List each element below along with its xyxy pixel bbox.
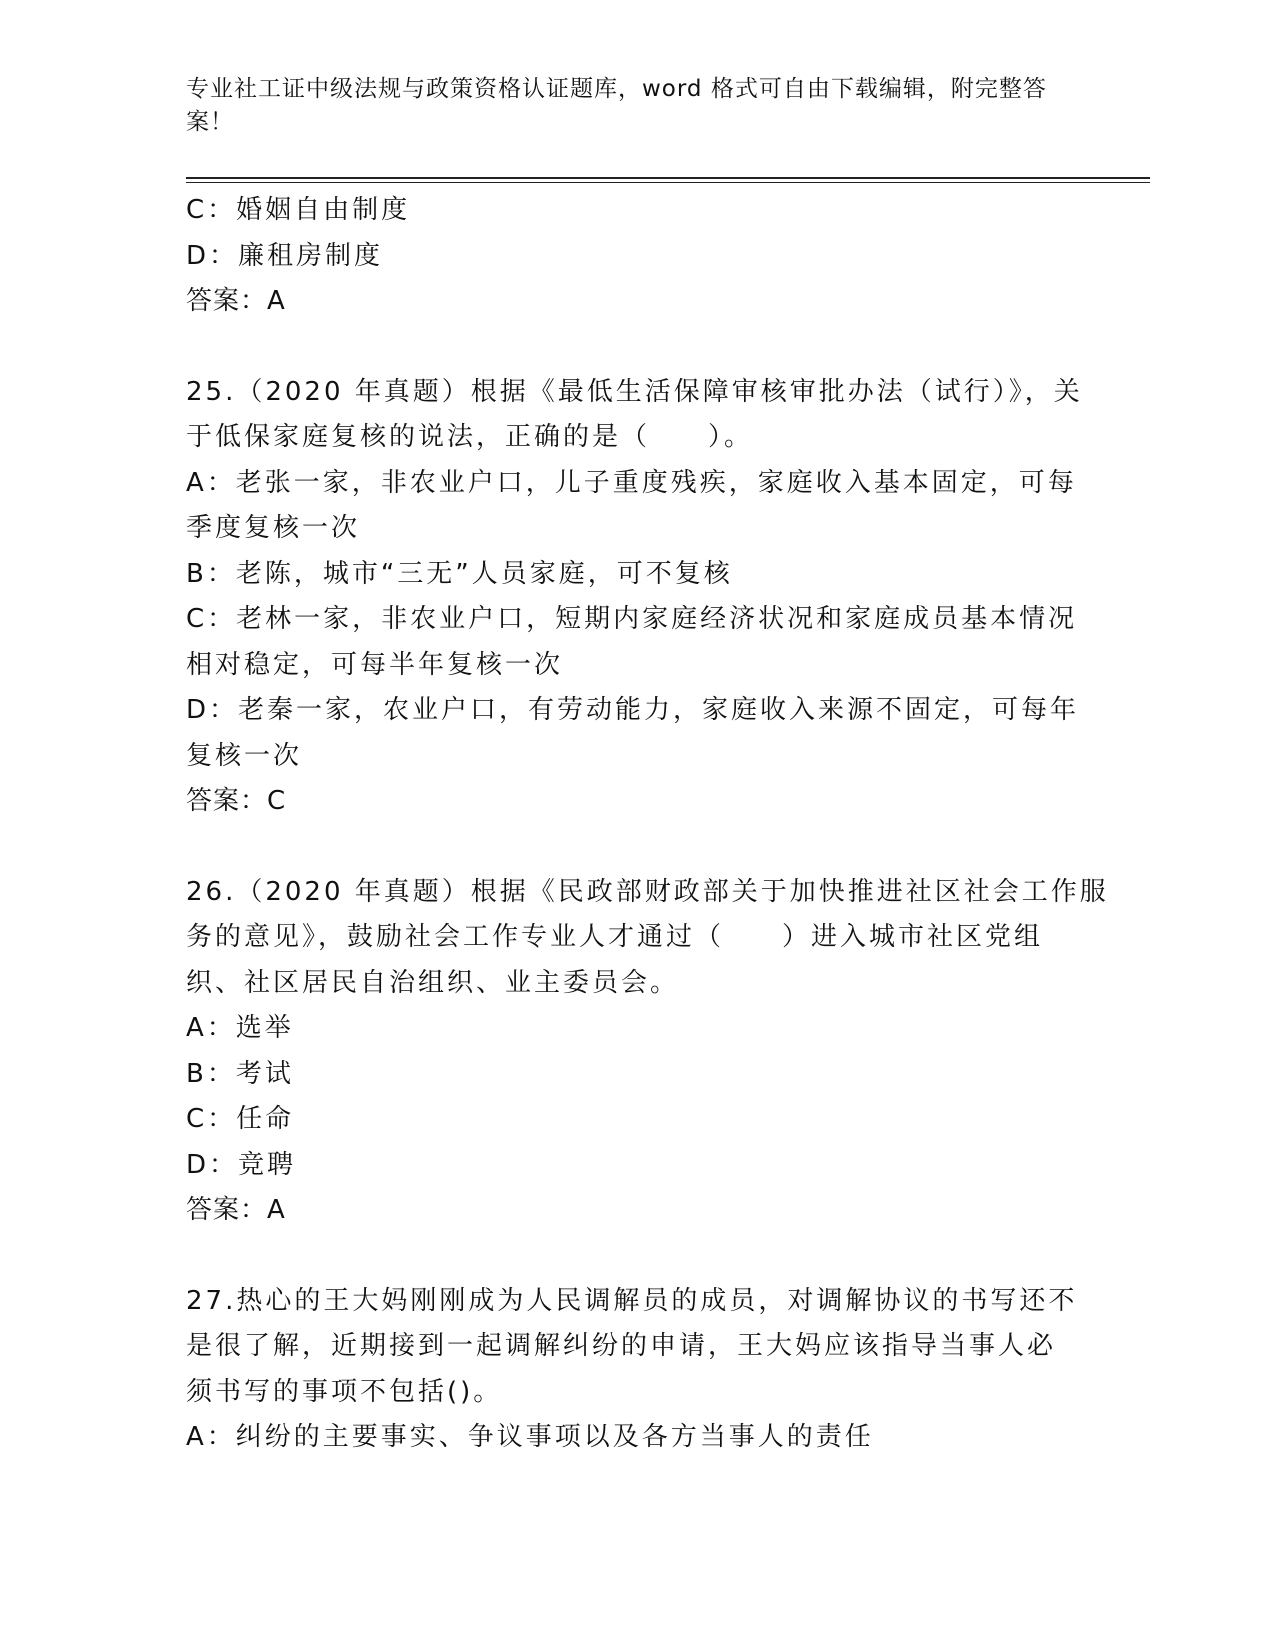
question-block-24 <box>186 188 1086 325</box>
answer-line: 答案：A <box>186 286 286 316</box>
question-block-26 <box>186 870 1109 1234</box>
question-text-line: 于低保家庭复核的说法，正确的是（ ）。 <box>186 422 754 452</box>
option-line: 复核一次 <box>186 740 303 771</box>
option-line: A：纠纷的主要事实、争议事项以及各方当事人的责任 <box>186 1422 874 1452</box>
option-line: C：任命 <box>186 1104 295 1134</box>
option-line: D：竞聘 <box>186 1149 297 1180</box>
question-text-line: 27.热心的王大妈刚刚成为人民调解员的成员，对调解协议的书写还不 <box>186 1285 1078 1316</box>
answer-line: 答案：C <box>186 786 287 816</box>
option-line: 季度复核一次 <box>186 513 361 543</box>
question-content <box>186 188 1109 1461</box>
answer-line: 答案：A <box>186 1195 286 1225</box>
question-text-line: 是很了解，近期接到一起调解纠纷的申请，王大妈应该指导当事人必 <box>186 1331 1057 1361</box>
question-text-line: 须书写的事项不包括()。 <box>186 1376 503 1407</box>
block-spacer <box>186 325 1086 370</box>
question-block-25 <box>186 370 1086 825</box>
question-block-27 <box>186 1279 1086 1461</box>
option-line: D：老秦一家，农业户口，有劳动能力，家庭收入来源不固定，可每年 <box>186 695 1080 725</box>
question-text-line: 务的意见》，鼓励社会工作专业人才通过（ ）进入城市社区党组 <box>186 922 1044 952</box>
option-line: C：婚姻自由制度 <box>186 195 411 225</box>
option-line: 相对稳定，可每半年复核一次 <box>186 649 564 680</box>
question-text-line: 织、社区居民自治组织、业主委员会。 <box>186 967 680 998</box>
header-divider-thin <box>186 182 1150 183</box>
header-line: 专业社工证中级法规与政策资格认证题库，word 格式可自由下载编辑，附完整答 <box>186 76 1047 102</box>
header-divider-thick <box>186 177 1150 179</box>
question-text-line: 26.（2020 年真题）根据《民政部财政部关于加快推进社区社会工作服 <box>186 876 1109 907</box>
option-line: B：老陈，城市“三无”人员家庭，可不复核 <box>186 558 733 589</box>
option-line: A：老张一家，非农业户口，儿子重度残疾，家庭收入基本固定，可每 <box>186 467 1077 498</box>
question-text-line: 25.（2020 年真题）根据《最低生活保障审核审批办法（试行）》，关 <box>186 376 1083 407</box>
block-spacer <box>186 825 1086 870</box>
option-line: D：廉租房制度 <box>186 240 384 271</box>
option-line: A：选举 <box>186 1013 294 1043</box>
option-line: C：老林一家，非农业户口，短期内家庭经济状况和家庭成员基本情况 <box>186 604 1078 634</box>
option-line: B：考试 <box>186 1058 294 1089</box>
block-spacer <box>186 1234 1086 1279</box>
header-line: 案！ <box>186 109 234 135</box>
page-header <box>186 73 1066 139</box>
